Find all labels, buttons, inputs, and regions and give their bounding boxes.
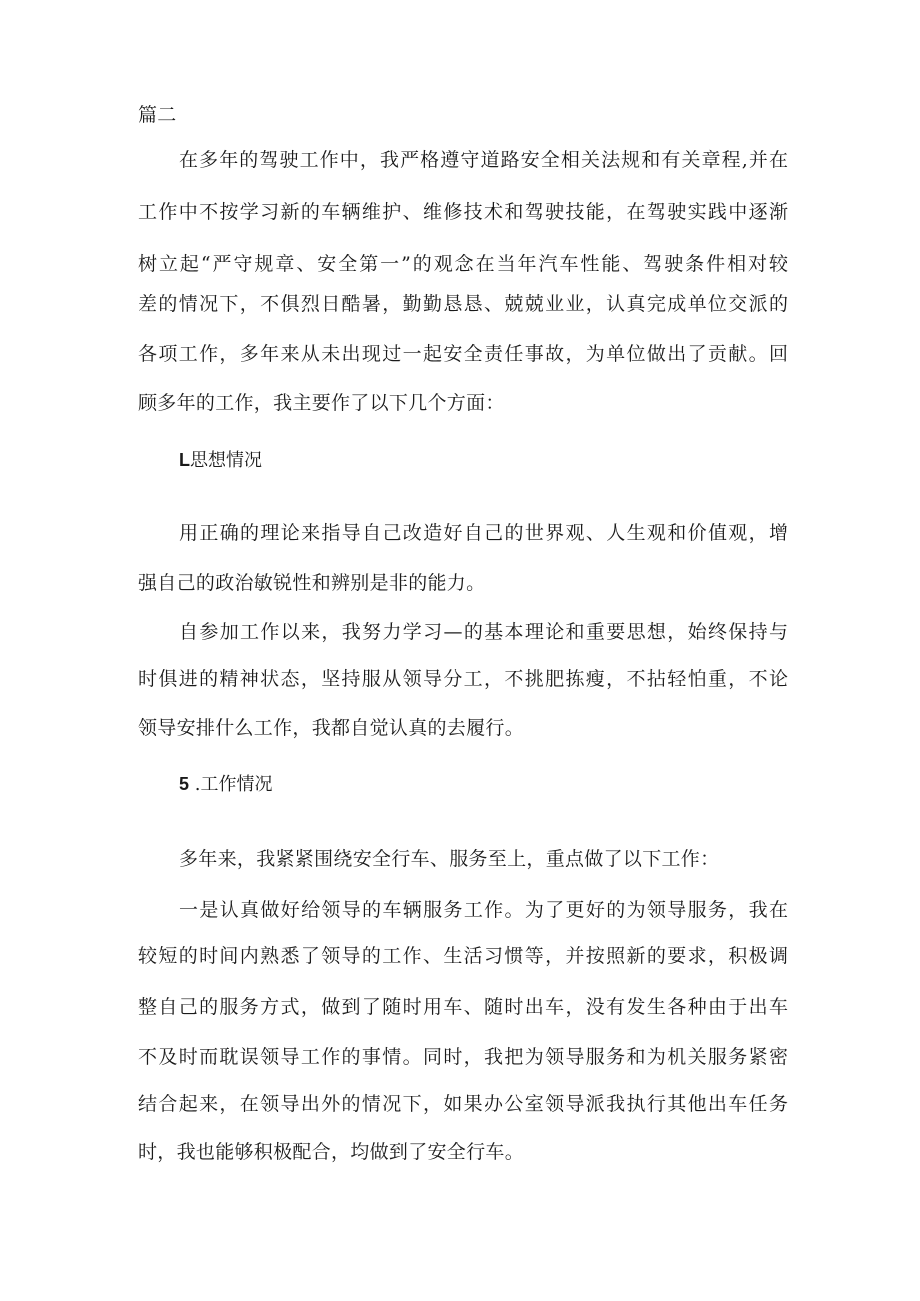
paragraph-line: 强自己的政治敏锐性和辨别是非的能力。 [138, 572, 486, 594]
paragraph-line: 树立起“严守规章、安全第一”的观念在当年汽车性能、驾驶条件相对较 [138, 253, 788, 275]
paragraph-line: 结合起来，在领导出外的情况下，如果办公室领导派我执行其他出车任务 [138, 1093, 788, 1115]
paragraph-line: 在多年的驾驶工作中，我严格遵守道路安全相关法规和有关章程,并在 [179, 149, 788, 171]
heading-number: L [179, 450, 190, 470]
paragraph-line: 整自己的服务方式，做到了随时用车、随时出车，没有发生各种由于出车 [138, 996, 788, 1018]
paragraph-line: 差的情况下，不俱烈日酷暑，勤勤恳恳、兢兢业业，认真完成单位交派的 [138, 293, 788, 315]
heading-number: 5 [179, 774, 190, 794]
paragraph-line: 自参加工作以来，我努力学习—的基本理论和重要思想，始终保持与 [179, 621, 788, 643]
paragraph-line: 工作中不按学习新的车辆维护、维修技术和驾驶技能，在驾驶实践中逐渐 [138, 201, 788, 223]
paragraph-line: 顾多年的工作，我主要作了以下几个方面： [138, 392, 505, 414]
paragraph-line: 较短的时间内熟悉了领导的工作、生活习惯等，并按照新的要求，积极调 [138, 945, 788, 967]
section-label: 篇二 [138, 104, 177, 126]
heading-text: .工作情况 [194, 774, 273, 795]
paragraph-line: 一是认真做好给领导的车辆服务工作。为了更好的为领导服务，我在 [179, 899, 788, 921]
paragraph-line: 用正确的理论来指导自己改造好自己的世界观、人生观和价值观，增 [179, 522, 788, 544]
paragraph-line: 各项工作，多年来从未出现过一起安全责任事故，为单位做出了贡献。回 [138, 343, 788, 365]
section-heading-work [179, 772, 272, 797]
paragraph-line: 多年来，我紧紧围绕安全行车、服务至上，重点做了以下工作： [179, 848, 720, 870]
paragraph-line: 时，我也能够积极配合，均做到了安全行车。 [138, 1141, 525, 1163]
paragraph-line: 时俱进的精神状态，坚持服从领导分工，不挑肥拣瘦，不拈轻怕重，不论 [138, 668, 788, 690]
section-heading-thought [179, 448, 262, 473]
paragraph-line: 不及时而耽误领导工作的事情。同时，我把为领导服务和为机关服务紧密 [138, 1046, 788, 1068]
paragraph-line: 领导安排什么工作，我都自觉认真的去履行。 [138, 717, 525, 739]
heading-text: 思想情况 [190, 450, 262, 471]
